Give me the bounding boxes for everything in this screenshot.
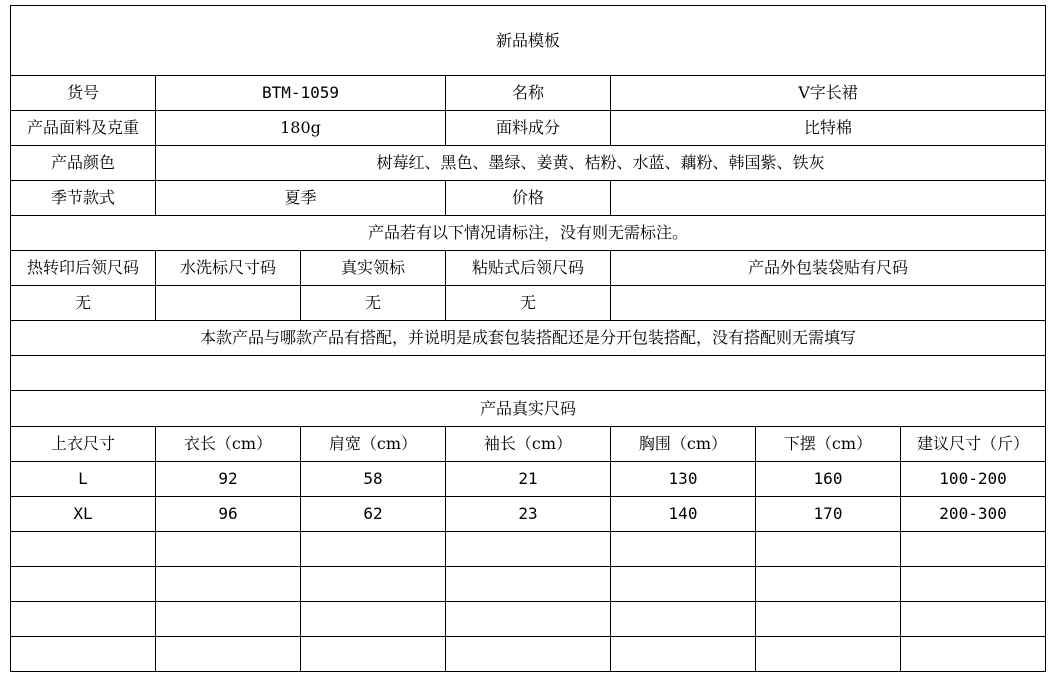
size-cell[interactable]	[11, 637, 156, 672]
size-cell[interactable]	[301, 637, 446, 672]
size-cell[interactable]	[901, 532, 1046, 567]
size-cell[interactable]: 92	[156, 462, 301, 497]
size-cell[interactable]	[446, 637, 611, 672]
size-header: 胸围（cm）	[611, 427, 756, 462]
label-value-real-label[interactable]: 无	[301, 286, 446, 321]
size-cell[interactable]: 96	[156, 497, 301, 532]
season-label: 季节款式	[11, 181, 156, 216]
matching-notice: 本款产品与哪款产品有搭配，并说明是成套包装搭配还是分开包装搭配，没有搭配则无需填写	[11, 321, 1046, 356]
size-cell[interactable]	[11, 567, 156, 602]
price-value[interactable]	[611, 181, 1046, 216]
size-cell[interactable]: 140	[611, 497, 756, 532]
size-cell[interactable]	[156, 567, 301, 602]
colors-label: 产品颜色	[11, 146, 156, 181]
template-table	[10, 5, 1046, 672]
size-cell[interactable]	[301, 567, 446, 602]
size-cell[interactable]	[611, 637, 756, 672]
sku-label: 货号	[11, 76, 156, 111]
product-template-sheet	[10, 5, 1045, 674]
label-value-wash-label[interactable]	[156, 286, 301, 321]
label-value-package[interactable]	[611, 286, 1046, 321]
fabric-composition-value[interactable]: 比特棉	[611, 111, 1046, 146]
size-header-row	[11, 427, 1046, 462]
size-cell[interactable]	[301, 602, 446, 637]
season-value[interactable]: 夏季	[156, 181, 446, 216]
size-header: 下摆（cm）	[756, 427, 901, 462]
label-value-sticker[interactable]: 无	[446, 286, 611, 321]
size-header: 肩宽（cm）	[301, 427, 446, 462]
label-header-real-label: 真实领标	[301, 251, 446, 286]
size-cell[interactable]: 58	[301, 462, 446, 497]
size-header: 衣长（cm）	[156, 427, 301, 462]
price-label: 价格	[446, 181, 611, 216]
table-row	[11, 567, 1046, 602]
name-value[interactable]: V字长裙	[611, 76, 1046, 111]
size-cell[interactable]	[11, 532, 156, 567]
size-cell[interactable]	[156, 602, 301, 637]
size-cell[interactable]	[756, 602, 901, 637]
table-row	[11, 497, 1046, 532]
size-header: 袖长（cm）	[446, 427, 611, 462]
colors-value[interactable]: 树莓红、黑色、墨绿、姜黄、桔粉、水蓝、藕粉、韩国紫、铁灰	[156, 146, 1046, 181]
fabric-weight-value[interactable]: 180g	[156, 111, 446, 146]
size-cell[interactable]	[901, 602, 1046, 637]
size-cell[interactable]: L	[11, 462, 156, 497]
name-label: 名称	[446, 76, 611, 111]
size-cell[interactable]	[756, 532, 901, 567]
size-section-title: 产品真实尺码	[11, 391, 1046, 427]
size-cell[interactable]: XL	[11, 497, 156, 532]
size-cell[interactable]	[611, 532, 756, 567]
label-value-heat-transfer[interactable]: 无	[11, 286, 156, 321]
label-header-heat-transfer: 热转印后领尺码	[11, 251, 156, 286]
size-cell[interactable]	[446, 567, 611, 602]
size-cell[interactable]: 130	[611, 462, 756, 497]
size-cell[interactable]: 170	[756, 497, 901, 532]
size-cell[interactable]: 100-200	[901, 462, 1046, 497]
label-header-package: 产品外包装袋贴有尺码	[611, 251, 1046, 286]
size-cell[interactable]	[611, 567, 756, 602]
size-cell[interactable]	[756, 567, 901, 602]
size-cell[interactable]: 23	[446, 497, 611, 532]
size-cell[interactable]	[446, 602, 611, 637]
size-cell[interactable]	[156, 637, 301, 672]
size-cell[interactable]	[756, 637, 901, 672]
size-cell[interactable]	[611, 602, 756, 637]
size-cell[interactable]	[301, 532, 446, 567]
size-cell[interactable]	[901, 637, 1046, 672]
size-cell[interactable]	[156, 532, 301, 567]
label-header-sticker: 粘贴式后领尺码	[446, 251, 611, 286]
size-cell[interactable]	[901, 567, 1046, 602]
label-header-wash-label: 水洗标尺寸码	[156, 251, 301, 286]
size-cell[interactable]: 62	[301, 497, 446, 532]
sku-value[interactable]: BTM-1059	[156, 76, 446, 111]
page-title: 新品模板	[11, 6, 1046, 76]
table-row	[11, 532, 1046, 567]
size-header: 建议尺寸（斤）	[901, 427, 1046, 462]
size-cell[interactable]: 200-300	[901, 497, 1046, 532]
table-row	[11, 462, 1046, 497]
size-cell[interactable]: 21	[446, 462, 611, 497]
size-cell[interactable]: 160	[756, 462, 901, 497]
label-notice: 产品若有以下情况请标注，没有则无需标注。	[11, 216, 1046, 251]
size-cell[interactable]	[11, 602, 156, 637]
matching-value[interactable]	[11, 356, 1046, 391]
fabric-composition-label: 面料成分	[446, 111, 611, 146]
size-header: 上衣尺寸	[11, 427, 156, 462]
fabric-weight-label: 产品面料及克重	[11, 111, 156, 146]
size-cell[interactable]	[446, 532, 611, 567]
table-row	[11, 637, 1046, 672]
table-row	[11, 602, 1046, 637]
